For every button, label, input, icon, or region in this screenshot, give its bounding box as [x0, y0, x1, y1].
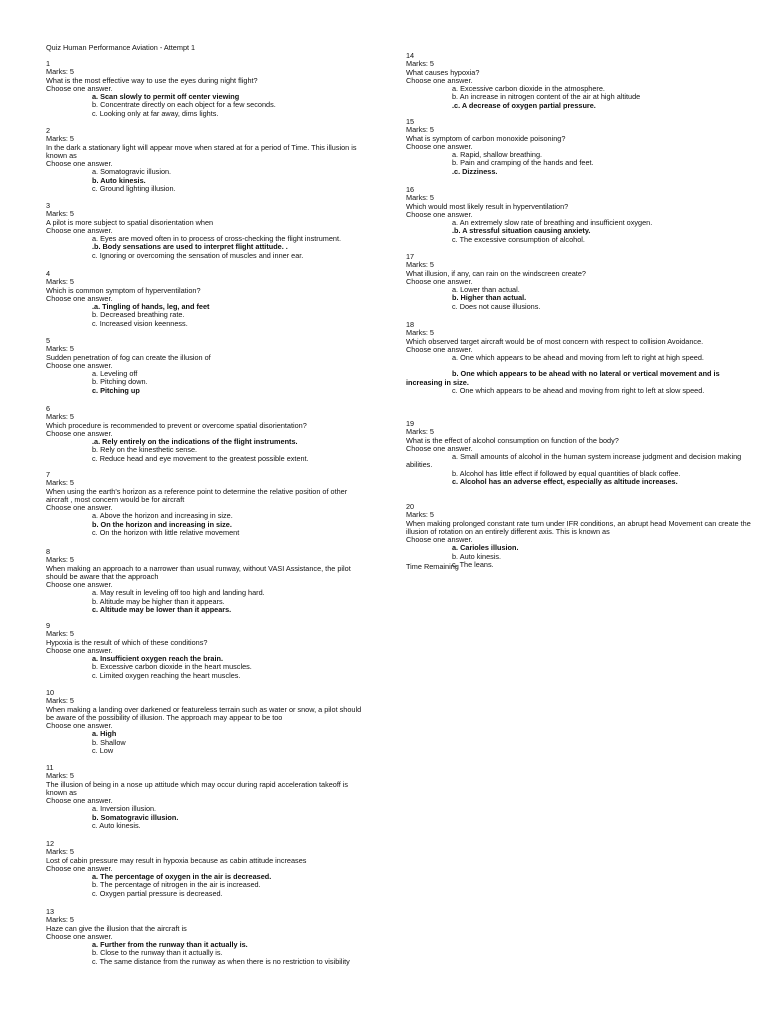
selected-answer-option: a. Insufficient oxygen reach the brain.	[92, 654, 223, 664]
answer-prompt: Choose one answer.	[406, 75, 473, 85]
answer-option: c. On the horizon with little relative movement	[92, 528, 240, 538]
answer-option: c. Looking only at far away, dims lights.	[92, 108, 219, 118]
question-number: 9	[46, 621, 51, 630]
question-marks: Marks: 5	[46, 478, 74, 488]
question-block	[46, 764, 368, 830]
question-block	[46, 689, 368, 755]
question-block	[406, 186, 752, 244]
answer-prompt: Choose one answer.	[46, 796, 113, 806]
answer-option: c. The same distance from the runway as when there is no restriction to visibility	[92, 956, 350, 966]
answer-prompt: Choose one answer.	[406, 276, 473, 286]
answer-option: c. Limited oxygen reaching the heart muscles.	[92, 670, 241, 680]
question-marks: Marks: 5	[46, 696, 74, 706]
answer-option: a. Small amounts of alcohol in the human system increase judgment and decision making abilities.	[406, 452, 742, 470]
question-marks: Marks: 5	[46, 134, 74, 144]
answer-option: b. Rely on the kinesthetic sense.	[92, 445, 198, 455]
selected-answer-option: .c. A decrease of oxygen partial pressure.	[452, 100, 596, 110]
question-block	[406, 321, 752, 395]
answer-option: c. Reduce head and eye movement to the greatest possible extent.	[92, 453, 309, 463]
answer-prompt: Choose one answer.	[46, 360, 113, 370]
answer-option: c. Low	[92, 746, 114, 756]
selected-answer-option: a. Carioles illusion.	[452, 543, 519, 553]
answer-option: a. Above the horizon and increasing in size.	[92, 511, 233, 521]
answer-option: a. Inversion illusion.	[92, 804, 157, 814]
selected-answer-option: a. Scan slowly to permit off center viewing	[92, 92, 240, 102]
question-marks: Marks: 5	[406, 59, 434, 69]
question-number: 20	[406, 502, 415, 511]
question-number: 18	[406, 320, 415, 329]
selected-answer-option: c. Pitching up	[92, 385, 140, 395]
question-number: 14	[406, 51, 415, 60]
question-text: What is symptom of carbon monoxide poisoning?	[406, 133, 566, 143]
answer-option: c. Does not cause illusions.	[452, 301, 541, 311]
question-text: What is the effect of alcohol consumption on function of the body?	[406, 435, 619, 445]
answer-prompt: Choose one answer.	[406, 344, 473, 354]
answer-prompt: Choose one answer.	[46, 83, 113, 93]
question-number: 2	[46, 126, 51, 135]
question-number: 13	[46, 907, 55, 916]
question-block	[46, 840, 368, 898]
selected-answer-option: .b. Body sensations are used to interpret flight attitude. .	[92, 242, 288, 252]
question-block	[46, 270, 368, 328]
question-text: What illusion, if any, can rain on the windscreen create?	[406, 268, 586, 278]
answer-prompt: Choose one answer.	[406, 443, 473, 453]
question-block	[46, 908, 368, 966]
question-marks: Marks: 5	[46, 555, 74, 565]
answer-option: c. The excessive consumption of alcohol.	[452, 234, 585, 244]
question-block	[46, 337, 368, 395]
answer-option: c. One which appears to be ahead and moving from right to left at slow speed.	[452, 386, 705, 396]
question-marks: Marks: 5	[46, 847, 74, 857]
question-number: 7	[46, 470, 51, 479]
question-marks: Marks: 5	[46, 629, 74, 639]
answer-option: a. Excessive carbon dioxide in the atmosphere.	[452, 84, 605, 94]
selected-answer-option: .a. Tingling of hands, leg, and feet	[92, 302, 210, 312]
answer-prompt: Choose one answer.	[46, 645, 113, 655]
question-number: 4	[46, 269, 51, 278]
answer-option: b. An increase in nitrogen content of the air at high altitude	[452, 92, 641, 102]
selected-answer-option: b. Higher than actual.	[452, 293, 527, 303]
answer-option: a. May result in leveling off too high and landing hard.	[92, 588, 265, 598]
answer-option: a. One which appears to be ahead and moving from left to right at high speed.	[452, 353, 704, 363]
answer-option: a. Lower than actual.	[452, 285, 520, 295]
question-marks: Marks: 5	[46, 209, 74, 219]
question-marks: Marks: 5	[46, 67, 74, 77]
answer-option: a. Rapid, shallow breathing.	[452, 150, 543, 160]
answer-prompt: Choose one answer.	[406, 535, 473, 545]
question-text: When making prolonged constant rate turn under IFR conditions, an abrupt head Movement can create the illusion of rotation on an entirely different axis. This is known as	[406, 518, 751, 536]
answer-prompt: Choose one answer.	[46, 721, 113, 731]
quiz-title: Quiz Human Performance Aviation - Attempt 1	[46, 43, 196, 52]
answer-prompt: Choose one answer.	[46, 159, 113, 169]
question-marks: Marks: 5	[406, 427, 434, 437]
selected-answer-option: c. Alcohol has an adverse effect, especially as altitude increases.	[452, 477, 678, 487]
answer-option: b. Alcohol has little effect if followed by equal quantities of black coffee.	[452, 468, 681, 478]
selected-answer-option: b. Somatogravic illusion.	[92, 812, 179, 822]
answer-option: a. An extremely slow rate of breathing and insufficient oxygen.	[452, 218, 653, 228]
answer-option: b. Shallow	[92, 737, 126, 747]
question-marks: Marks: 5	[406, 328, 434, 338]
answer-option: b. Pain and cramping of the hands and feet.	[452, 158, 594, 168]
answer-option: b. Altitude may be higher than it appears.	[92, 596, 225, 606]
question-block	[406, 253, 752, 311]
question-number: 10	[46, 688, 55, 697]
question-text: Sudden penetration of fog can create the illusion of	[46, 352, 211, 362]
answer-prompt: Choose one answer.	[406, 141, 473, 151]
question-number: 5	[46, 336, 51, 345]
answer-option: c. Auto kinesis.	[92, 821, 141, 831]
selected-answer-option: c. Altitude may be lower than it appears.	[92, 605, 232, 615]
selected-answer-option: .a. Rely entirely on the indications of the flight instruments.	[92, 437, 298, 447]
answer-prompt: Choose one answer.	[46, 225, 113, 235]
answer-option: b. Decreased breathing rate.	[92, 310, 185, 320]
question-text: The illusion of being in a nose up attitude which may occur during rapid acceleration takeoff is known as	[46, 779, 349, 797]
selected-answer-option: .c. Dizziness.	[452, 166, 498, 176]
question-number: 19	[406, 419, 415, 428]
answer-option: c. Ground lighting illusion.	[92, 184, 176, 194]
answer-option: c. Oxygen partial pressure is decreased.	[92, 888, 223, 898]
answer-prompt: Choose one answer.	[46, 503, 113, 513]
answer-option: c. Ignoring or overcoming the sensation of muscles and inner ear.	[92, 250, 304, 260]
question-block	[46, 548, 368, 614]
question-block	[406, 118, 752, 176]
question-marks: Marks: 5	[46, 771, 74, 781]
answer-option: c. Increased vision keenness.	[92, 318, 188, 328]
selected-answer-option: b. Auto kinesis.	[92, 175, 146, 185]
time-remaining-label: Time Remaining	[406, 562, 459, 571]
answer-option: b. Close to the runway than it actually is.	[92, 948, 223, 958]
answer-prompt: Choose one answer.	[46, 428, 113, 438]
question-number: 6	[46, 404, 51, 413]
answer-option: b. Pitching down.	[92, 377, 148, 387]
question-text: Which procedure is recommended to prevent or overcome spatial disorientation?	[46, 420, 307, 430]
question-marks: Marks: 5	[46, 344, 74, 354]
question-block	[46, 405, 368, 463]
question-text: What causes hypoxia?	[406, 67, 480, 77]
selected-answer-option: a. High	[92, 729, 117, 739]
question-text: In the dark a stationary light will appear move when stared at for a period of Time. This illusion is known as	[46, 142, 357, 160]
question-number: 12	[46, 839, 55, 848]
question-text: Which is common symptom of hyperventilation?	[46, 285, 201, 295]
question-text: Which observed target aircraft would be of most concern with respect to collision Avoidance.	[406, 336, 704, 346]
question-block	[46, 202, 368, 260]
question-marks: Marks: 5	[46, 412, 74, 422]
question-text: Hypoxia is the result of which of these conditions?	[46, 637, 208, 647]
question-block	[46, 471, 368, 537]
question-marks: Marks: 5	[46, 915, 74, 925]
answer-prompt: Choose one answer.	[46, 863, 113, 873]
answer-option: c. The leans.	[452, 560, 494, 570]
answer-option: b. Auto kinesis.	[452, 551, 502, 561]
question-block	[46, 622, 368, 680]
question-number: 3	[46, 201, 51, 210]
question-marks: Marks: 5	[46, 277, 74, 287]
selected-answer-option: a. The percentage of oxygen in the air is decreased.	[92, 872, 272, 882]
answer-option: a. Eyes are moved often in to process of cross-checking the flight instrument.	[92, 234, 342, 244]
selected-answer-option: a. Further from the runway than it actually is.	[92, 940, 248, 950]
question-block	[46, 60, 368, 118]
question-block	[406, 420, 752, 486]
question-text: A pilot is more subject to spatial disorientation when	[46, 217, 214, 227]
question-text: When making an approach to a narrower than usual runway, without VASI Assistance, the pilot should be aware that the approach	[46, 563, 351, 581]
question-number: 1	[46, 59, 51, 68]
selected-answer-option: .b. A stressful situation causing anxiety.	[452, 226, 591, 236]
question-text: When using the earth's horizon as a reference point to determine the relative position of other aircraft , most concern would be for aircraft	[46, 486, 348, 504]
answer-option: a. Somatogravic illusion.	[92, 167, 172, 177]
selected-answer-option: b. One which appears to be ahead with no lateral or vertical movement and is increasing in size.	[406, 369, 720, 387]
answer-option: b. Excessive carbon dioxide in the heart muscles.	[92, 662, 252, 672]
question-marks: Marks: 5	[406, 260, 434, 270]
answer-option: b. Concentrate directly on each object for a few seconds.	[92, 100, 276, 110]
question-number: 16	[406, 185, 415, 194]
question-number: 17	[406, 252, 415, 261]
question-number: 11	[46, 763, 54, 772]
answer-prompt: Choose one answer.	[46, 580, 113, 590]
question-block	[406, 503, 752, 569]
answer-prompt: Choose one answer.	[46, 931, 113, 941]
answer-option: a. Leveling off	[92, 369, 138, 379]
question-block	[406, 52, 752, 110]
question-number: 15	[406, 117, 415, 126]
question-marks: Marks: 5	[406, 125, 434, 135]
answer-prompt: Choose one answer.	[46, 293, 113, 303]
question-text: Which would most likely result in hyperventilation?	[406, 201, 569, 211]
selected-answer-option: b. On the horizon and increasing in size.	[92, 519, 232, 529]
question-marks: Marks: 5	[406, 193, 434, 203]
question-marks: Marks: 5	[406, 510, 434, 520]
answer-prompt: Choose one answer.	[406, 209, 473, 219]
answer-option: b. The percentage of nitrogen in the air is increased.	[92, 880, 261, 890]
question-text: Lost of cabin pressure may result in hypoxia because as cabin attitude increases	[46, 855, 307, 865]
question-number: 8	[46, 547, 51, 556]
question-text: When making a landing over darkened or featureless terrain such as water or snow, a pilot should be aware of the possibility of illusion. The approach may appear to be too	[46, 704, 362, 722]
question-block	[46, 127, 368, 193]
question-text: Haze can give the illusion that the aircraft is	[46, 923, 187, 933]
question-text: What is the most effective way to use the eyes during night flight?	[46, 75, 258, 85]
